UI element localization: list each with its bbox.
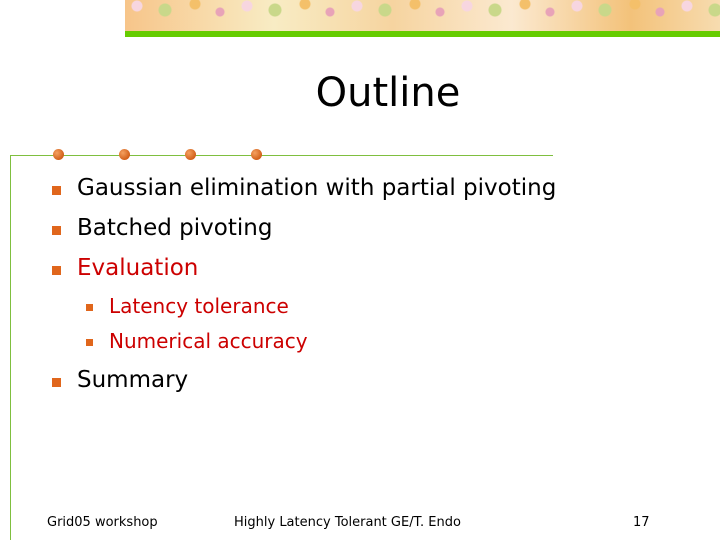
outline-item-batched-pivoting: Batched pivoting [77,215,273,241]
divider-dot-2 [119,149,130,160]
footer-center-text: Highly Latency Tolerant GE/T. Endo [234,515,461,530]
outline-item-summary: Summary [77,367,189,393]
title-divider-line [10,155,553,156]
outline-subitem-latency-tolerance: Latency tolerance [109,294,289,318]
sub-bullet-icon [86,339,93,346]
sub-bullet-icon [86,304,93,311]
bullet-icon [52,186,61,195]
outline-item-evaluation: Evaluation [77,255,199,281]
footer-left-text: Grid05 workshop [47,515,158,530]
bullet-icon [52,378,61,387]
outline-subitem-numerical-accuracy: Numerical accuracy [109,329,308,353]
banner-green-strip [125,31,720,37]
decorative-banner [125,0,720,31]
slide-title: Outline [315,70,461,116]
bullet-icon [52,226,61,235]
page-number: 17 [633,515,650,530]
divider-dot-3 [185,149,196,160]
divider-dot-1 [53,149,64,160]
divider-dot-4 [251,149,262,160]
left-border-line [10,155,11,540]
bullet-icon [52,266,61,275]
banner-blank-corner [0,0,125,37]
outline-item-gaussian-elimination: Gaussian elimination with partial pivoting [77,175,557,201]
